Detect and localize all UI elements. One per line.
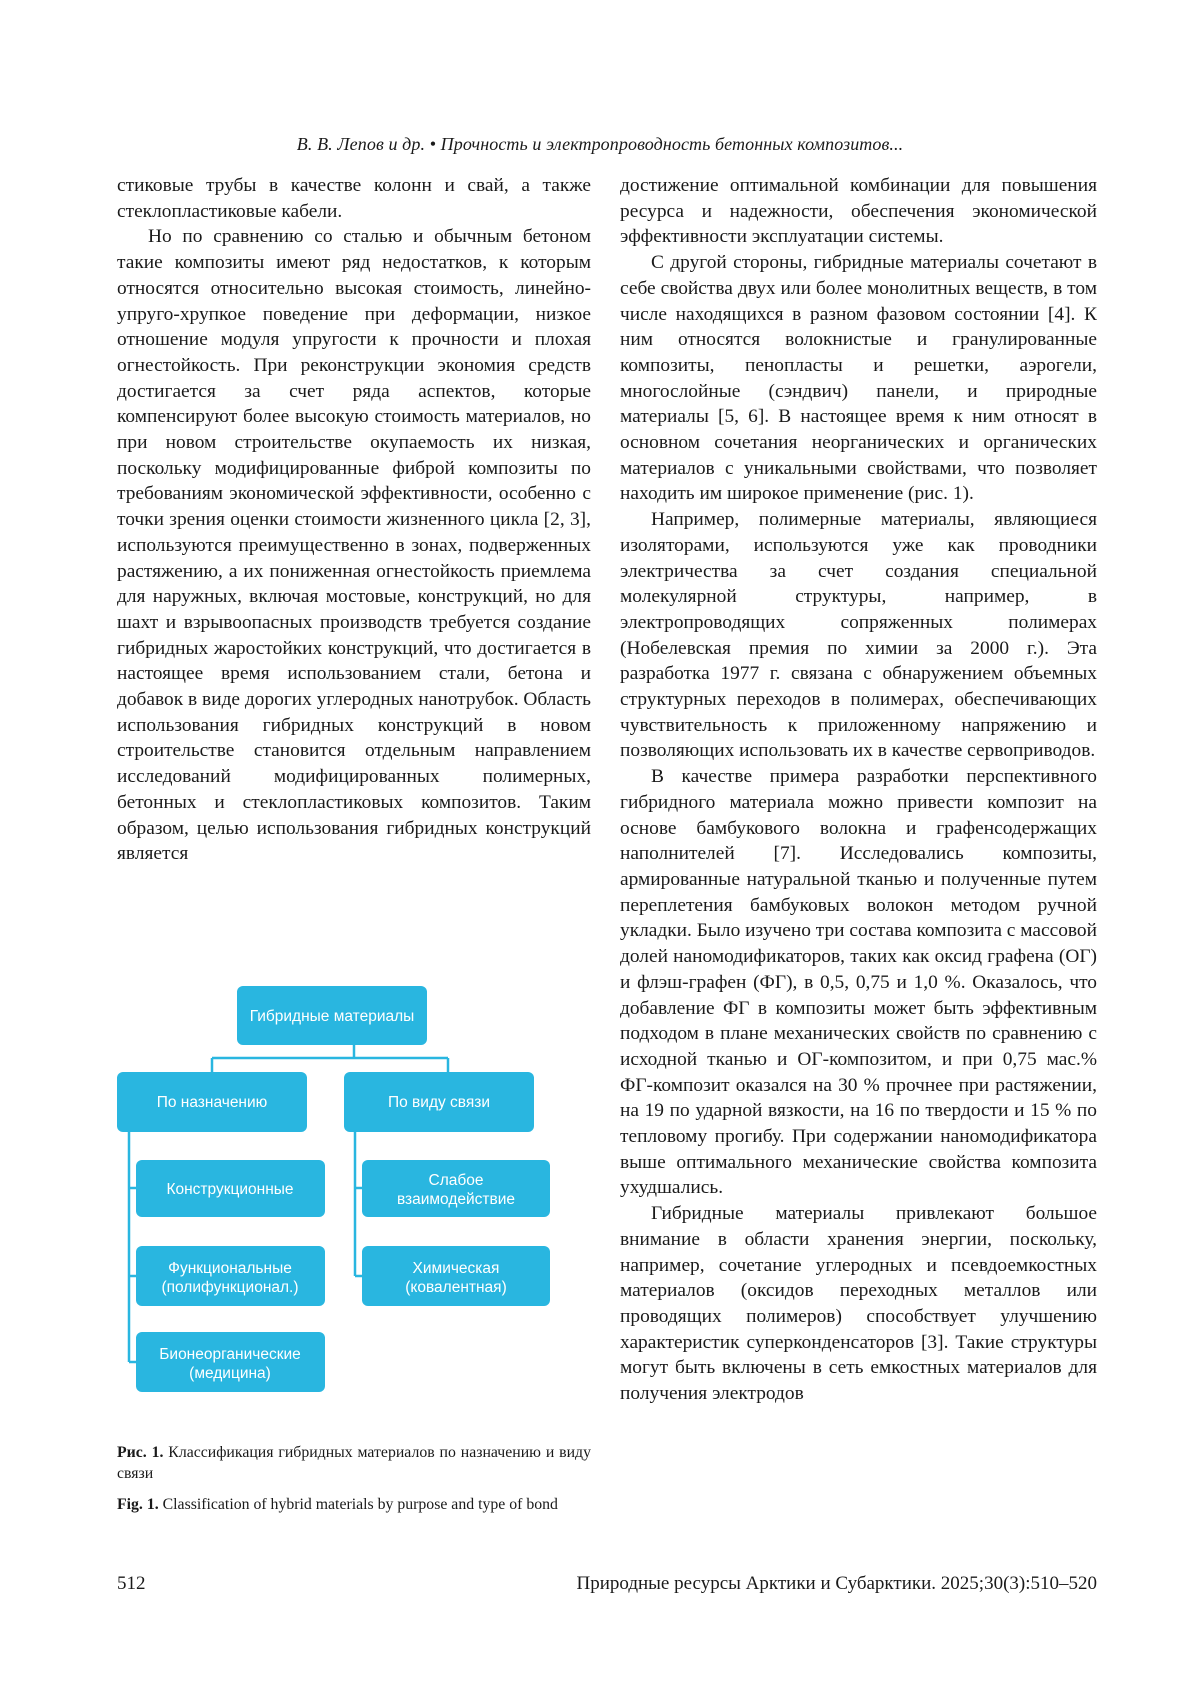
paragraph: достижение оптимальной комбинации для повышения ресурса и надежности, обеспечения экономической эффективности эксплуатации системы. (620, 175, 1097, 248)
purpose-item-label: Бионеорганические (159, 1346, 301, 1363)
left-column (117, 173, 591, 867)
paragraph: Гибридные материалы привлекают большое внимание в области хранения энергии, поскольку, например, сочетание углеродных и псевдоемкостных материалов (оксидов переходных металлов или проводящих полимеров) способствует улучшению характеристик суперконденсаторов [3]. Такие структуры могут быть включены в сеть емкостных материалов для получения электродов (620, 1203, 1097, 1405)
branch-bond-label: По виду связи (387, 1094, 491, 1111)
figure-caption-en (117, 1494, 591, 1515)
root-node-label: Гибридные материалы (249, 1008, 415, 1025)
branch-bond-node (344, 1072, 534, 1132)
classification-diagram (117, 978, 591, 1428)
bond-item-label: Химическая (412, 1260, 500, 1277)
caption-label-en: Fig. 1. (117, 1496, 159, 1513)
purpose-item-node (136, 1246, 325, 1306)
branch-purpose-node (117, 1072, 307, 1132)
bond-item-label: Слабое (428, 1172, 484, 1189)
caption-text-en: Classification of hybrid materials by purpose and type of bond (158, 1496, 558, 1513)
page-number: 512 (117, 1573, 146, 1594)
purpose-item-label: Конструкционные (166, 1181, 294, 1198)
journal-citation: Природные ресурсы Арктики и Субарктики. 2025;30(3):510–520 (576, 1573, 1097, 1594)
paragraph: С другой стороны, гибридные материалы сочетают в себе свойства двух или более монолитных веществ, в том числе находящихся в разном фазовом состоянии [4]. К ним относятся волокнистые и гранулированные композиты, пенопласты и решетки, аэрогели, многослойные (сэндвич) панели, и природные материалы [5, 6]. В настоящее время к ним относят в основном сочетания неорганических и органических материалов с уникальными свойствами, что позволяет находить им широкое применение (рис. 1). (620, 252, 1097, 505)
purpose-item-sublabel: (медицина) (189, 1365, 271, 1382)
caption-label-ru: Рис. 1. (117, 1444, 164, 1461)
running-header: В. В. Лепов и др. • Прочность и электропроводность бетонных композитов... (296, 134, 904, 154)
root-node (237, 986, 427, 1045)
paragraph: Но по сравнению со сталью и обычным бетоном такие композиты имеют ряд недостатков, к которым относятся относительно высокая стоимость, линейно-упруго-хрупкое поведение при деформации, низкое отношение модуля упругости к прочности и плохая огнестойкость. При реконструкции экономия средств достигается за счет ряда аспектов, которые компенсируют более высокую стоимость материалов, но при новом строительстве окупаемость их низкая, поскольку модифицированные фиброй композиты по требованиям экономической эффективности, особенно с точки зрения оценки стоимости жизненного цикла [2, 3], используются преимущественно в зонах, подверженных растяжению, а их пониженная огнестойкость приемлема для наружных, включая мостовые, конструкций, но для шахт и взрывоопасных производств требуется создание гибридных жаростойких конструкций, что достигается в настоящее время использованием стали, бетона и добавок в виде дорогих углеродных нанотрубок. Область использования гибридных конструкций в новом строительстве становится отдельным направлением исследований модифицированных полимерных, бетонных и стеклопластиковых композитов. Таким образом, целью использования гибридных конструкций является (117, 226, 591, 865)
figure-caption-ru (117, 1442, 591, 1484)
paragraph: стиковые трубы в качестве колонн и свай, а также стеклопластиковые кабели. (117, 175, 591, 222)
paragraph: В качестве примера разработки перспективного гибридного материала можно привести композит на основе бамбукового волокна и графенсодержащих наполнителей [7]. Исследовались композиты, армированные натуральной тканью и полученные путем переплетения бамбуковых волокон методом ручной укладки. Было изучено три состава композита с массовой долей наномодификаторов, таких как оксид графена (ОГ) и флэш-графен (ФГ), в 0,5, 0,75 и 1,0 %. Оказалось, что добавление ФГ в композиты может быть эффективным подходом в плане механических свойств по сравнению с исходной тканью и ОГ-композитом, и при 0,75 мас.% ФГ-композит оказался на 30 % прочнее при растяжении, на 19 по ударной вязкости, на 16 по твердости и 15 % по тепловому прогибу. При содержании наномодификатора выше оптимального механические свойства композита ухудшались. (620, 766, 1097, 1199)
purpose-item-node (136, 1332, 325, 1392)
bond-item-node (362, 1160, 550, 1217)
bond-item-sublabel: взаимодействие (396, 1191, 516, 1208)
purpose-item-label: Функциональные (168, 1260, 292, 1277)
bond-item-node (362, 1246, 550, 1306)
caption-text-ru: Классификация гибридных материалов по назначению и виду связи (117, 1444, 591, 1482)
bond-item-sublabel: (ковалентная) (405, 1279, 507, 1296)
figure-classification-diagram (117, 978, 591, 1428)
right-column (620, 173, 1097, 1407)
branch-purpose-label: По назначению (156, 1094, 268, 1111)
purpose-item-sublabel: (полифункционал.) (161, 1279, 299, 1296)
purpose-item-node (136, 1160, 325, 1217)
paragraph: Например, полимерные материалы, являющиеся изоляторами, используются уже как проводники электричества за счет создания специальной молекулярной структуры, например, в электропроводящих сопряженных полимерах (Нобелевская премия по химии за 2000 г.). Эта разработка 1977 г. связана с обнаружением объемных структурных переходов в полимерах, обеспечивающих чувствительность к приложенному напряжению и позволяющих использовать их в качестве сервоприводов. (620, 509, 1097, 762)
